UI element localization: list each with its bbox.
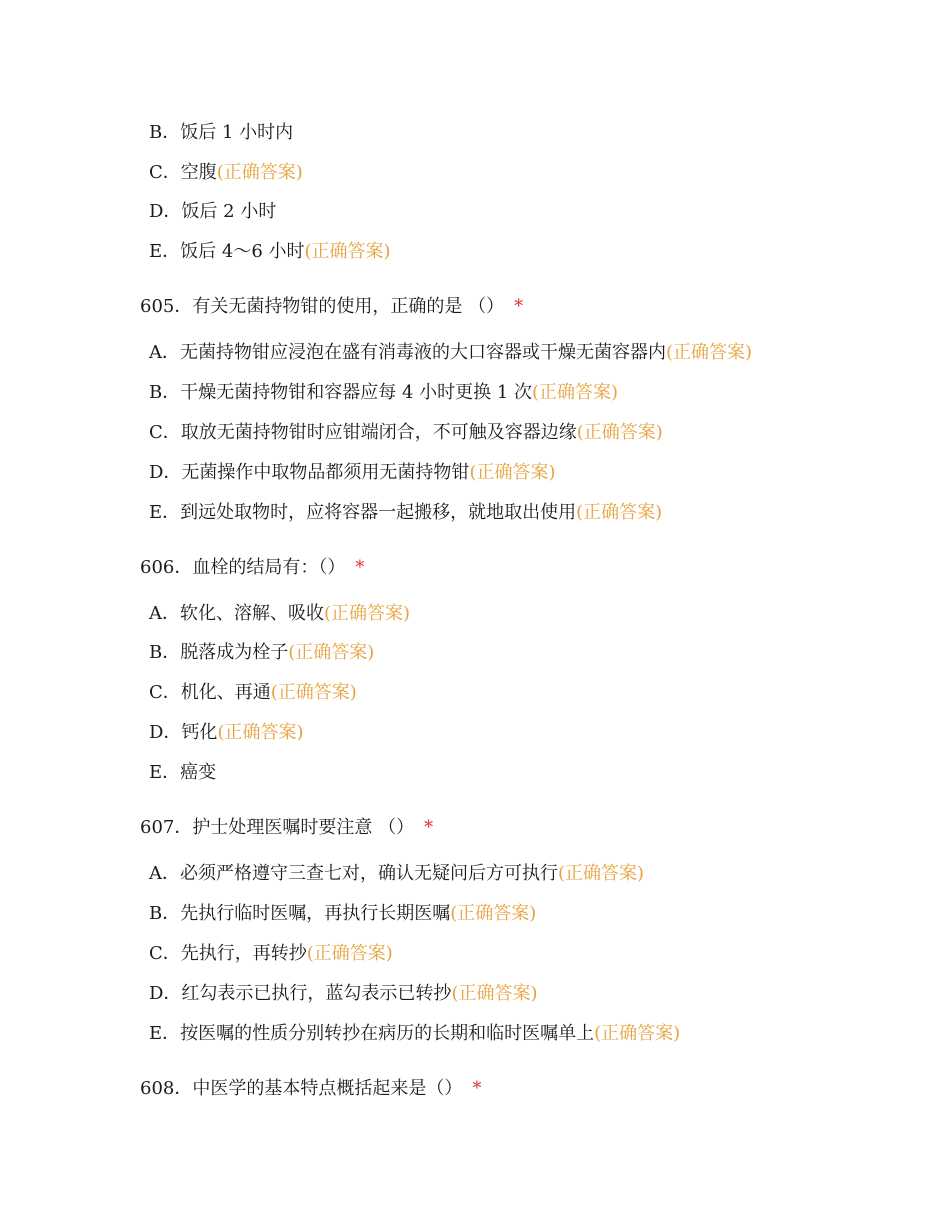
question-text: 605．有关无菌持物钳的使用，正确的是 （） [140,296,505,317]
option-text: D．钙化 [149,722,218,743]
option-text: D．无菌操作中取物品都须用无菌持物钳 [149,462,470,483]
required-marker: * [424,817,434,838]
question-606 [140,557,364,579]
option-text: A．软化、溶解、吸收 [149,603,324,624]
option-d [149,983,537,1005]
correct-answer-marker: (正确答案) [558,863,645,884]
correct-answer-marker: (正确答案) [217,722,304,743]
option-text: D．红勾表示已执行，蓝勾表示已转抄 [149,983,452,1004]
option-b [149,122,293,144]
option-a [149,603,410,625]
option-d [149,462,555,484]
option-e [149,1023,680,1045]
option-text: C．机化、再通 [149,682,271,703]
option-d [149,722,303,744]
option-c [149,682,357,704]
option-text: C．空腹 [149,162,217,183]
option-e [149,241,391,263]
option-c [149,162,303,184]
question-text: 607．护士处理医嘱时要注意 （） [140,817,415,838]
correct-answer-marker: (正确答案) [270,682,357,703]
correct-answer-marker: (正确答案) [576,502,663,523]
question-text: 608．中医学的基本特点概括起来是（） [140,1078,463,1099]
option-text: E．到远处取物时，应将容器一起搬移，就地取出使用 [149,502,577,523]
correct-answer-marker: (正确答案) [594,1023,681,1044]
correct-answer-marker: (正确答案) [324,603,411,624]
option-text: B．脱落成为栓子 [149,642,289,663]
correct-answer-marker: (正确答案) [216,162,303,183]
correct-answer-marker: (正确答案) [469,462,556,483]
required-marker: * [355,557,365,578]
option-text: A．无菌持物钳应浸泡在盛有消毒液的大口容器或干燥无菌容器内 [149,342,666,363]
option-c [149,943,393,965]
option-e [149,762,216,784]
option-text: B．干燥无菌持物钳和容器应每 4 小时更换 1 次 [149,382,533,403]
option-b [149,903,536,925]
correct-answer-marker: (正确答案) [288,642,375,663]
option-a [149,863,644,885]
option-c [149,422,663,444]
correct-answer-marker: (正确答案) [666,342,753,363]
option-text: B．先执行临时医嘱，再执行长期医嘱 [149,903,451,924]
correct-answer-marker: (正确答案) [450,903,537,924]
question-text: 606．血栓的结局有：（） [140,557,346,578]
correct-answer-marker: (正确答案) [451,983,538,1004]
correct-answer-marker: (正确答案) [532,382,619,403]
option-text: A．必须严格遵守三查七对，确认无疑问后方可执行 [149,863,558,884]
option-text: C．取放无菌持物钳时应钳端闭合，不可触及容器边缘 [149,422,577,443]
option-text: E．饭后 4～6 小时 [149,241,305,262]
option-a [149,342,752,364]
option-b [149,642,374,664]
question-608 [140,1078,481,1100]
required-marker: * [472,1078,482,1099]
option-d [149,201,276,223]
option-text: D．饭后 2 小时 [149,201,277,222]
correct-answer-marker: (正确答案) [576,422,663,443]
required-marker: * [514,296,524,317]
correct-answer-marker: (正确答案) [306,943,393,964]
option-b [149,382,618,404]
correct-answer-marker: (正确答案) [304,241,391,262]
option-text: B．饭后 1 小时内 [149,122,294,143]
question-605 [140,296,523,318]
option-text: E．癌变 [149,762,217,783]
option-text: C．先执行，再转抄 [149,943,307,964]
option-e [149,502,662,524]
question-607 [140,817,433,839]
option-text: E．按医嘱的性质分别转抄在病历的长期和临时医嘱单上 [149,1023,595,1044]
